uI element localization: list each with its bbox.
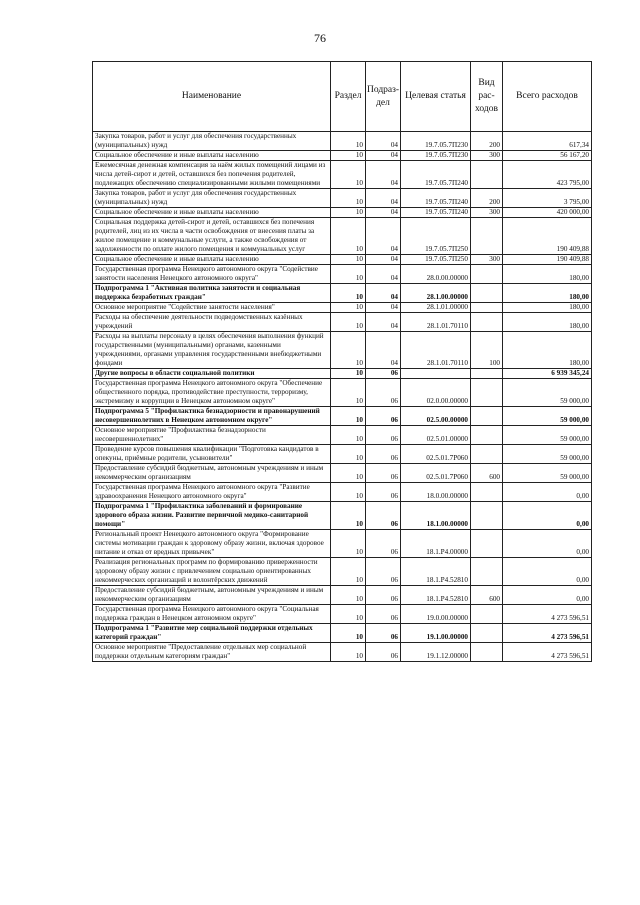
table-row bbox=[93, 255, 592, 265]
cell-total: 0,00 bbox=[503, 530, 592, 558]
cell-vid: 100 bbox=[471, 332, 503, 369]
cell-razdel: 10 bbox=[331, 483, 366, 502]
cell-podrazdel: 04 bbox=[366, 303, 401, 313]
cell-razdel: 10 bbox=[331, 255, 366, 265]
cell-name: Социальное обеспечение и иные выплаты населению bbox=[93, 255, 331, 265]
cell-razdel: 10 bbox=[331, 332, 366, 369]
cell-razdel: 10 bbox=[331, 265, 366, 284]
cell-total: 4 273 596,51 bbox=[503, 605, 592, 624]
cell-razdel: 10 bbox=[331, 643, 366, 662]
header-target: Целевая статья bbox=[401, 62, 471, 132]
table-row bbox=[93, 218, 592, 255]
cell-vid bbox=[471, 265, 503, 284]
table-row bbox=[93, 313, 592, 332]
cell-razdel: 10 bbox=[331, 558, 366, 586]
cell-podrazdel: 06 bbox=[366, 464, 401, 483]
cell-target: 18.1.Р4.00000 bbox=[401, 530, 471, 558]
cell-podrazdel: 06 bbox=[366, 502, 401, 530]
cell-razdel: 10 bbox=[331, 464, 366, 483]
cell-total: 0,00 bbox=[503, 483, 592, 502]
cell-podrazdel: 06 bbox=[366, 407, 401, 426]
cell-name: Основное мероприятие "Содействие занятости населения" bbox=[93, 303, 331, 313]
table-row bbox=[93, 161, 592, 189]
cell-razdel: 10 bbox=[331, 426, 366, 445]
cell-razdel: 10 bbox=[331, 218, 366, 255]
table-row bbox=[93, 558, 592, 586]
cell-razdel: 10 bbox=[331, 151, 366, 161]
expenditure-table bbox=[92, 61, 592, 662]
cell-podrazdel: 06 bbox=[366, 643, 401, 662]
cell-total: 180,00 bbox=[503, 303, 592, 313]
cell-vid bbox=[471, 313, 503, 332]
cell-name: Предоставление субсидий бюджетным, автономным учреждениям и иным некоммерческим организациям bbox=[93, 464, 331, 483]
cell-razdel: 10 bbox=[331, 445, 366, 464]
cell-razdel: 10 bbox=[331, 407, 366, 426]
table-row bbox=[93, 284, 592, 303]
cell-target: 02.5.01.7Р060 bbox=[401, 445, 471, 464]
cell-target bbox=[401, 369, 471, 379]
cell-target: 28.1.01.70110 bbox=[401, 332, 471, 369]
cell-podrazdel: 04 bbox=[366, 313, 401, 332]
cell-vid bbox=[471, 379, 503, 407]
table-body bbox=[93, 132, 592, 662]
cell-podrazdel: 04 bbox=[366, 332, 401, 369]
cell-name: Ежемесячная денежная компенсация за наём жилых помещений лицами из числа детей-сирот и детей, оставшихся без попечения родителей, подлежащих обеспечению специализированными жилыми помещениями bbox=[93, 161, 331, 189]
cell-target: 19.7.05.7П230 bbox=[401, 151, 471, 161]
cell-razdel: 10 bbox=[331, 369, 366, 379]
cell-podrazdel: 04 bbox=[366, 255, 401, 265]
cell-podrazdel: 06 bbox=[366, 445, 401, 464]
table-row bbox=[93, 132, 592, 151]
table-row bbox=[93, 643, 592, 662]
table-row bbox=[93, 426, 592, 445]
table-row bbox=[93, 530, 592, 558]
cell-razdel: 10 bbox=[331, 379, 366, 407]
table-row bbox=[93, 407, 592, 426]
cell-total: 4 273 596,51 bbox=[503, 643, 592, 662]
cell-total: 3 795,00 bbox=[503, 189, 592, 208]
cell-total: 0,00 bbox=[503, 558, 592, 586]
cell-vid bbox=[471, 218, 503, 255]
cell-razdel: 10 bbox=[331, 586, 366, 605]
cell-target: 19.0.00.00000 bbox=[401, 605, 471, 624]
cell-total: 59 000,00 bbox=[503, 445, 592, 464]
cell-total: 180,00 bbox=[503, 265, 592, 284]
cell-razdel: 10 bbox=[331, 161, 366, 189]
cell-name: Подпрограмма 1 "Активная политика занятости и социальная поддержка безработных граждан" bbox=[93, 284, 331, 303]
cell-podrazdel: 06 bbox=[366, 558, 401, 586]
table-header-row bbox=[93, 62, 592, 132]
cell-podrazdel: 06 bbox=[366, 586, 401, 605]
cell-vid bbox=[471, 303, 503, 313]
cell-podrazdel: 04 bbox=[366, 265, 401, 284]
cell-vid bbox=[471, 502, 503, 530]
cell-razdel: 10 bbox=[331, 605, 366, 624]
table-row bbox=[93, 151, 592, 161]
header-razdel: Раздел bbox=[331, 62, 366, 132]
cell-target: 19.7.05.7П240 bbox=[401, 189, 471, 208]
cell-podrazdel: 06 bbox=[366, 624, 401, 643]
cell-vid bbox=[471, 605, 503, 624]
cell-target: 19.7.05.7П230 bbox=[401, 132, 471, 151]
cell-vid bbox=[471, 558, 503, 586]
cell-target: 18.1.00.00000 bbox=[401, 502, 471, 530]
cell-vid bbox=[471, 369, 503, 379]
cell-target: 02.5.00.00000 bbox=[401, 407, 471, 426]
cell-total: 423 795,00 bbox=[503, 161, 592, 189]
header-name: Наименование bbox=[93, 62, 331, 132]
header-total: Всего расходов bbox=[503, 62, 592, 132]
cell-name: Государственная программа Ненецкого автономного округа "Развитие здравоохранения Ненецкого автономного округа" bbox=[93, 483, 331, 502]
cell-target: 19.1.12.00000 bbox=[401, 643, 471, 662]
cell-razdel: 10 bbox=[331, 502, 366, 530]
cell-name: Государственная программа Ненецкого автономного округа "Содействие занятости населения Ненецкого автономного округа" bbox=[93, 265, 331, 284]
table-row bbox=[93, 303, 592, 313]
cell-razdel: 10 bbox=[331, 208, 366, 218]
cell-total: 6 939 345,24 bbox=[503, 369, 592, 379]
cell-vid: 200 bbox=[471, 189, 503, 208]
cell-vid bbox=[471, 643, 503, 662]
cell-vid bbox=[471, 483, 503, 502]
cell-name: Другие вопросы в области социальной политики bbox=[93, 369, 331, 379]
cell-total: 4 273 596,51 bbox=[503, 624, 592, 643]
cell-name: Закупка товаров, работ и услуг для обеспечения государственных (муниципальных) нужд bbox=[93, 189, 331, 208]
cell-total: 617,34 bbox=[503, 132, 592, 151]
cell-podrazdel: 06 bbox=[366, 426, 401, 445]
header-vid: Вид рас-ходов bbox=[471, 62, 503, 132]
cell-razdel: 10 bbox=[331, 189, 366, 208]
cell-vid bbox=[471, 284, 503, 303]
cell-name: Расходы на обеспечение деятельности подведомственных казённых учреждений bbox=[93, 313, 331, 332]
cell-total: 59 000,00 bbox=[503, 379, 592, 407]
cell-podrazdel: 06 bbox=[366, 605, 401, 624]
cell-total: 420 000,00 bbox=[503, 208, 592, 218]
cell-target: 28.1.00.00000 bbox=[401, 284, 471, 303]
cell-target: 02.5.01.7Р060 bbox=[401, 464, 471, 483]
table-row bbox=[93, 605, 592, 624]
cell-vid: 300 bbox=[471, 208, 503, 218]
cell-razdel: 10 bbox=[331, 313, 366, 332]
cell-vid bbox=[471, 161, 503, 189]
cell-target: 28.1.01.00000 bbox=[401, 303, 471, 313]
cell-razdel: 10 bbox=[331, 132, 366, 151]
cell-total: 0,00 bbox=[503, 502, 592, 530]
cell-total: 59 000,00 bbox=[503, 464, 592, 483]
cell-name: Предоставление субсидий бюджетным, автономным учреждениям и иным некоммерческим организациям bbox=[93, 586, 331, 605]
cell-target: 19.1.00.00000 bbox=[401, 624, 471, 643]
cell-podrazdel: 06 bbox=[366, 379, 401, 407]
cell-name: Подпрограмма 1 "Развитие мер социальной поддержки отдельных категорий граждан" bbox=[93, 624, 331, 643]
cell-vid bbox=[471, 624, 503, 643]
cell-vid: 300 bbox=[471, 255, 503, 265]
cell-name: Расходы на выплаты персоналу в целях обеспечения выполнения функций государственными (муниципальными) органами, казенными учреждениями, органами управления государственными внебюджетными фондами bbox=[93, 332, 331, 369]
cell-podrazdel: 04 bbox=[366, 132, 401, 151]
cell-total: 56 167,20 bbox=[503, 151, 592, 161]
cell-total: 59 000,00 bbox=[503, 426, 592, 445]
table-row bbox=[93, 502, 592, 530]
table-row bbox=[93, 208, 592, 218]
cell-name: Государственная программа Ненецкого автономного округа "Социальная поддержка граждан в Ненецком автономном округе" bbox=[93, 605, 331, 624]
table-row bbox=[93, 369, 592, 379]
cell-target: 19.7.05.7П240 bbox=[401, 208, 471, 218]
cell-podrazdel: 04 bbox=[366, 284, 401, 303]
cell-target: 18.1.Р4.52810 bbox=[401, 558, 471, 586]
table-row bbox=[93, 464, 592, 483]
cell-podrazdel: 04 bbox=[366, 208, 401, 218]
cell-name: Социальное обеспечение и иные выплаты населению bbox=[93, 151, 331, 161]
cell-name: Основное мероприятие "Предоставление отдельных мер социальной поддержки отдельным категориям граждан" bbox=[93, 643, 331, 662]
cell-name: Региональный проект Ненецкого автономного округа "Формирование системы мотивации граждан к здоровому образу жизни, включая здоровое питание и отказ от вредных привычек" bbox=[93, 530, 331, 558]
cell-vid bbox=[471, 407, 503, 426]
cell-target: 02.0.00.00000 bbox=[401, 379, 471, 407]
cell-name: Проведение курсов повышения квалификации "Подготовка кандидатов в опекуны, приёмные родители, усыновители" bbox=[93, 445, 331, 464]
cell-name: Закупка товаров, работ и услуг для обеспечения государственных (муниципальных) нужд bbox=[93, 132, 331, 151]
cell-target: 19.7.05.7П240 bbox=[401, 161, 471, 189]
page-number: 76 bbox=[314, 31, 326, 45]
table-row bbox=[93, 624, 592, 643]
cell-total: 0,00 bbox=[503, 586, 592, 605]
table-row bbox=[93, 379, 592, 407]
cell-vid: 300 bbox=[471, 151, 503, 161]
cell-target: 28.1.01.70110 bbox=[401, 313, 471, 332]
cell-vid bbox=[471, 426, 503, 445]
cell-podrazdel: 06 bbox=[366, 483, 401, 502]
cell-name: Реализация региональных программ по формированию приверженности здоровому образу жизни с привлечением социально ориентированных некоммерческих организаций и волонтёрских движений bbox=[93, 558, 331, 586]
cell-podrazdel: 06 bbox=[366, 369, 401, 379]
cell-name: Социальная поддержка детей-сирот и детей, оставшихся без попечения родителей, лиц из их числа в части освобождения от внесения платы за жилое помещение и коммунальные услуги, а также освобождения от задолженности по оплате жилого помещения и коммунальных услуг bbox=[93, 218, 331, 255]
cell-target: 02.5.01.00000 bbox=[401, 426, 471, 445]
cell-target: 18.1.Р4.52810 bbox=[401, 586, 471, 605]
cell-vid: 600 bbox=[471, 464, 503, 483]
cell-vid: 200 bbox=[471, 132, 503, 151]
cell-name: Основное мероприятие "Профилактика безнадзорности несовершеннолетних" bbox=[93, 426, 331, 445]
table-row bbox=[93, 332, 592, 369]
cell-name: Подпрограмма 1 "Профилактика заболеваний и формирование здорового образа жизни. Развитие первичной медико-санитарной помощи" bbox=[93, 502, 331, 530]
table-row bbox=[93, 189, 592, 208]
cell-razdel: 10 bbox=[331, 284, 366, 303]
cell-podrazdel: 04 bbox=[366, 189, 401, 208]
cell-name: Подпрограмма 5 "Профилактика безнадзорности и правонарушений несовершеннолетних в Ненецком автономном округе" bbox=[93, 407, 331, 426]
cell-podrazdel: 04 bbox=[366, 151, 401, 161]
table-row bbox=[93, 483, 592, 502]
header-podrazdel: Подраз-дел bbox=[366, 62, 401, 132]
cell-podrazdel: 04 bbox=[366, 161, 401, 189]
cell-target: 19.7.05.7П250 bbox=[401, 255, 471, 265]
cell-name: Социальное обеспечение и иные выплаты населению bbox=[93, 208, 331, 218]
table-row bbox=[93, 265, 592, 284]
cell-target: 18.0.00.00000 bbox=[401, 483, 471, 502]
cell-total: 180,00 bbox=[503, 332, 592, 369]
cell-total: 180,00 bbox=[503, 313, 592, 332]
cell-target: 28.0.00.00000 bbox=[401, 265, 471, 284]
cell-total: 180,00 bbox=[503, 284, 592, 303]
cell-podrazdel: 06 bbox=[366, 530, 401, 558]
table-row bbox=[93, 586, 592, 605]
cell-vid bbox=[471, 445, 503, 464]
cell-target: 19.7.05.7П250 bbox=[401, 218, 471, 255]
cell-razdel: 10 bbox=[331, 624, 366, 643]
cell-vid: 600 bbox=[471, 586, 503, 605]
cell-name: Государственная программа Ненецкого автономного округа "Обеспечение общественного порядка, противодействие преступности, терроризму, экстремизму и коррупции в Ненецком автономном округе" bbox=[93, 379, 331, 407]
cell-podrazdel: 04 bbox=[366, 218, 401, 255]
cell-total: 190 409,88 bbox=[503, 255, 592, 265]
cell-total: 59 000,00 bbox=[503, 407, 592, 426]
cell-razdel: 10 bbox=[331, 303, 366, 313]
table-row bbox=[93, 445, 592, 464]
cell-vid bbox=[471, 530, 503, 558]
cell-total: 190 409,88 bbox=[503, 218, 592, 255]
cell-razdel: 10 bbox=[331, 530, 366, 558]
